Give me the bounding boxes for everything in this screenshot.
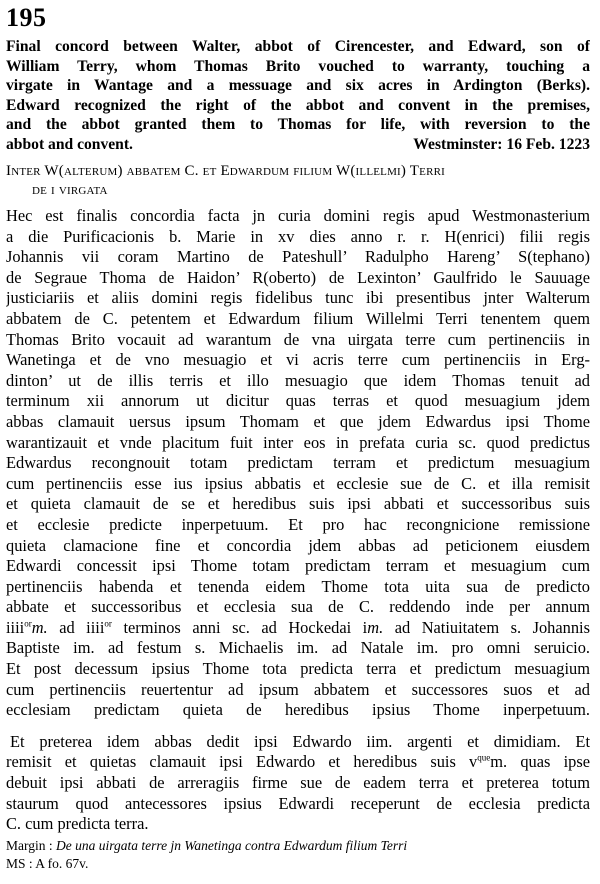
text-line: ecclesiam predictam quieta de heredibus ipsius Thome inperpetuum. [6, 700, 590, 720]
text-line: quieta clamacione fine et concordia jdem abbas ad peticionem eiusdem [6, 535, 590, 555]
text-line: Johannis vii coram Martino de Pateshull’ Radulpho Hareng’ S(tephano) [6, 247, 590, 267]
text-line: pertinenciis habenda et tenenda eidem Thome tota uita sua de predicto [6, 576, 590, 596]
text-line: Edwardi concessit ipsi Thome totam predictam terram et mesuagium cum [6, 556, 590, 576]
text-line: warantizauit et vnde placitum fuit inter eos in prefata curia sc. quod predictus [6, 432, 590, 452]
summary-line: Edward recognized the right of the abbot and convent in the premises, [6, 96, 590, 114]
latin-text [6, 206, 590, 835]
text-line-terms: iiii$^{or}$m. ad iiii$^{or}$ terminos anni sc. ad Hockedai im. ad Natiuitatem s. Johannis [6, 617, 590, 637]
text-line: C. cum predicta terra. [6, 814, 149, 834]
text-line: remisit et quietas clamauit ipsi Edwardo et heredibus suis $v^{que}m$. quas ipse [6, 752, 590, 772]
text-line: abbas clamauit uersus ipsum Thomam et que jdem Edwardus ipsi Thome [6, 411, 590, 431]
margin-label: Margin : [6, 837, 53, 853]
text-line: Baptiste im. ad festum s. Michaelis im. ad Natale im. pro omni seruicio. [6, 638, 590, 658]
text-line: terminum xii annorum ut dicitur quas terras et quod mesuagium jdem [6, 391, 590, 411]
text-line: et quieta clamauit de se et heredibus suis ipsi abbati et successoribus suis [6, 494, 590, 514]
charter-number: 195 [6, 3, 47, 32]
summary-line: virgate in Wantage and a messuage and six acres in Ardington (Berks). [6, 77, 590, 94]
summary-line: William Terry, whom Thomas Brito vouched to warranty, touching a [6, 57, 590, 75]
second-paragraph [6, 732, 590, 835]
text-line: justiciariis et aliis domini regis fidelibus tunc ibi presentibus jnter Walterum [6, 288, 590, 308]
text-line: Edwardus recongnouit totam predictam terram et predictum mesuagium [6, 453, 590, 473]
summary-line: and the abbot granted them to Thomas for life, with reversion to the [6, 116, 590, 133]
summary-last-line [6, 135, 590, 155]
text-line: debuit ipsi abbati de arreragiis firme sue de eadem terra et preterea totum [6, 773, 590, 793]
ms-label: MS : [6, 855, 33, 871]
heading-line: Inter W(alterum) abbatem C. et Edwardum filium W(illelmi) Terri [6, 163, 446, 179]
text-line: Thomas Brito vocauit ad warantum de vna uirgata terre cum pertinenciis in [6, 329, 590, 349]
margin-text: De una uirgata terre jn Wanetinga contra Edwardum filium Terri [56, 837, 408, 853]
summary-line: abbot and convent. [6, 135, 133, 153]
ms-text: A fo. 67v. [35, 855, 89, 871]
document-page [6, 0, 590, 873]
text-line: a die Purificacionis b. Marie in xv dies anno r. r. H(enrici) filii regis [6, 226, 590, 246]
text-line: Hec est finalis concordia facta jn curia domini regis apud Westmonasterium [6, 206, 590, 225]
text-line: de Segraue Thoma de Haidon’ R(oberto) de Lexinton’ Gaulfrido le Sauuage [6, 267, 590, 287]
ms-reference [6, 855, 590, 873]
text-line: cum pertinenciis esse ius ipsius abbatis et ecclesie sue de C. et illa remisit [6, 473, 590, 493]
summary-line: Final concord between Walter, abbot of Cirencester, and Edward, son of [6, 38, 590, 55]
text-line: Et post decessum ipsius Thome tota predicta terra et predictum mesuagium [6, 659, 590, 679]
text-line: dinton’ ut de illis terris et illo mesuagio que idem Thomas tenuit ad [6, 370, 590, 390]
margin-note [6, 837, 590, 855]
place-date: Westminster: 16 Feb. 1223 [413, 135, 590, 153]
text-line: cum pertinenciis reuertentur ad ipsum abbatem et successores suos et ad [6, 679, 590, 699]
heading-line: de i virgata [32, 182, 108, 198]
english-summary [6, 37, 590, 154]
text-line: staurum quod antecessores ipsius Edwardi receperunt de ecclesia predicta [6, 793, 590, 813]
text-line: et ecclesie predicte inperpetuum. Et pro hac recongnicione remissione [6, 514, 590, 534]
text-line: abbate et successoribus et ecclesia sua de C. reddendo inde per annum [6, 597, 590, 617]
text-line: abbatem de C. petentem et Edwardum filium Willelmi Terri tenentem quem [6, 308, 590, 328]
text-line: Et preterea idem abbas dedit ipsi Edwardo iim. argenti et dimidiam. Et [10, 731, 590, 751]
latin-heading [6, 162, 590, 200]
text-line: Wanetinga et de vno mesuagio et vi acris terre cum pertinenciis in Erg- [6, 350, 590, 370]
